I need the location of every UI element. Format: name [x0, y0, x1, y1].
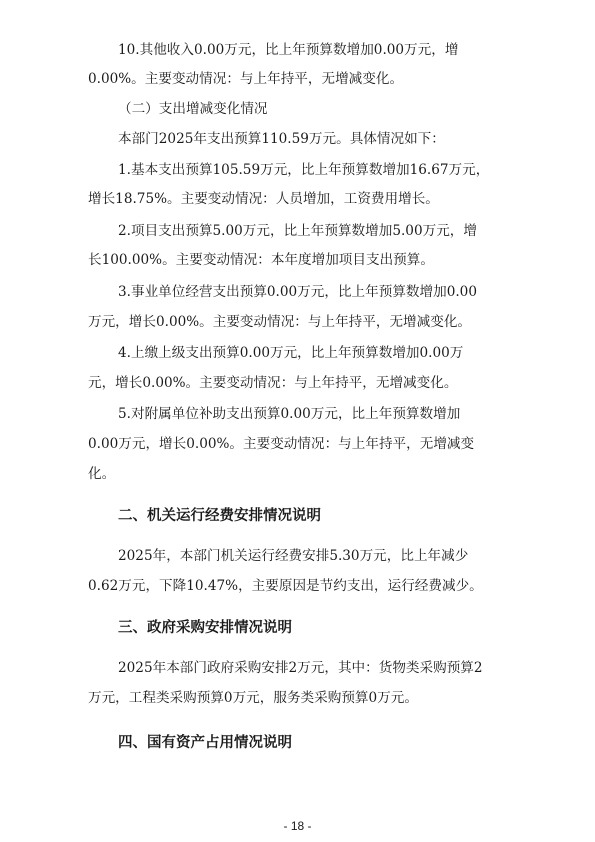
subsection-title: （二）支出增减变化情况	[118, 101, 268, 117]
text-line: 1.基本支出预算105.59万元，比上年预算数增加16.67万元，	[118, 162, 490, 178]
text-line: 长100.00%。主要变动情况：本年度增加项目支出预算。	[88, 252, 434, 268]
section-heading: 四、国有资产占用情况说明	[118, 735, 292, 751]
text-line: 0.00%。主要变动情况：与上年持平，无增减变化。	[88, 71, 404, 87]
text-line: 10.其他收入0.00万元，比上年预算数增加0.00万元，增	[118, 42, 459, 58]
text-line: 3.事业单位经营支出预算0.00万元，比上年预算数增加0.00	[118, 284, 477, 300]
text-line: 2025年本部门政府采购安排2万元，其中：货物类采购预算2	[118, 660, 483, 676]
text-line: 0.00万元，增长0.00%。主要变动情况：与上年持平，无增减变	[88, 436, 475, 452]
text-line: 万元，工程类采购预算0万元，服务类采购预算0万元。	[88, 690, 418, 706]
text-line: 2025年，本部门机关运行经费安排5.30万元，比上年减少	[118, 548, 469, 564]
section-heading: 三、政府采购安排情况说明	[118, 620, 292, 636]
text-line: 0.62万元，下降10.47%，主要原因是节约支出，运行经费减少。	[88, 578, 483, 594]
text-line: 本部门2025年支出预算110.59万元。具体情况如下：	[118, 131, 445, 147]
text-line: 2.项目支出预算5.00万元，比上年预算数增加5.00万元，增	[118, 223, 477, 239]
text-line: 万元，增长0.00%。主要变动情况：与上年持平，无增减变化。	[88, 314, 472, 330]
text-line: 化。	[88, 466, 116, 482]
section-heading: 二、机关运行经费安排情况说明	[118, 508, 321, 524]
text-line: 5.对附属单位补助支出预算0.00万元，比上年预算数增加	[118, 406, 461, 422]
text-line: 增长18.75%。主要变动情况：人员增加，工资费用增长。	[88, 191, 439, 207]
text-line: 4.上缴上级支出预算0.00万元，比上年预算数增加0.00万	[118, 345, 464, 361]
text-line: 元，增长0.00%。主要变动情况：与上年持平，无增减变化。	[88, 375, 458, 391]
page-number: - 18 -	[283, 819, 312, 833]
